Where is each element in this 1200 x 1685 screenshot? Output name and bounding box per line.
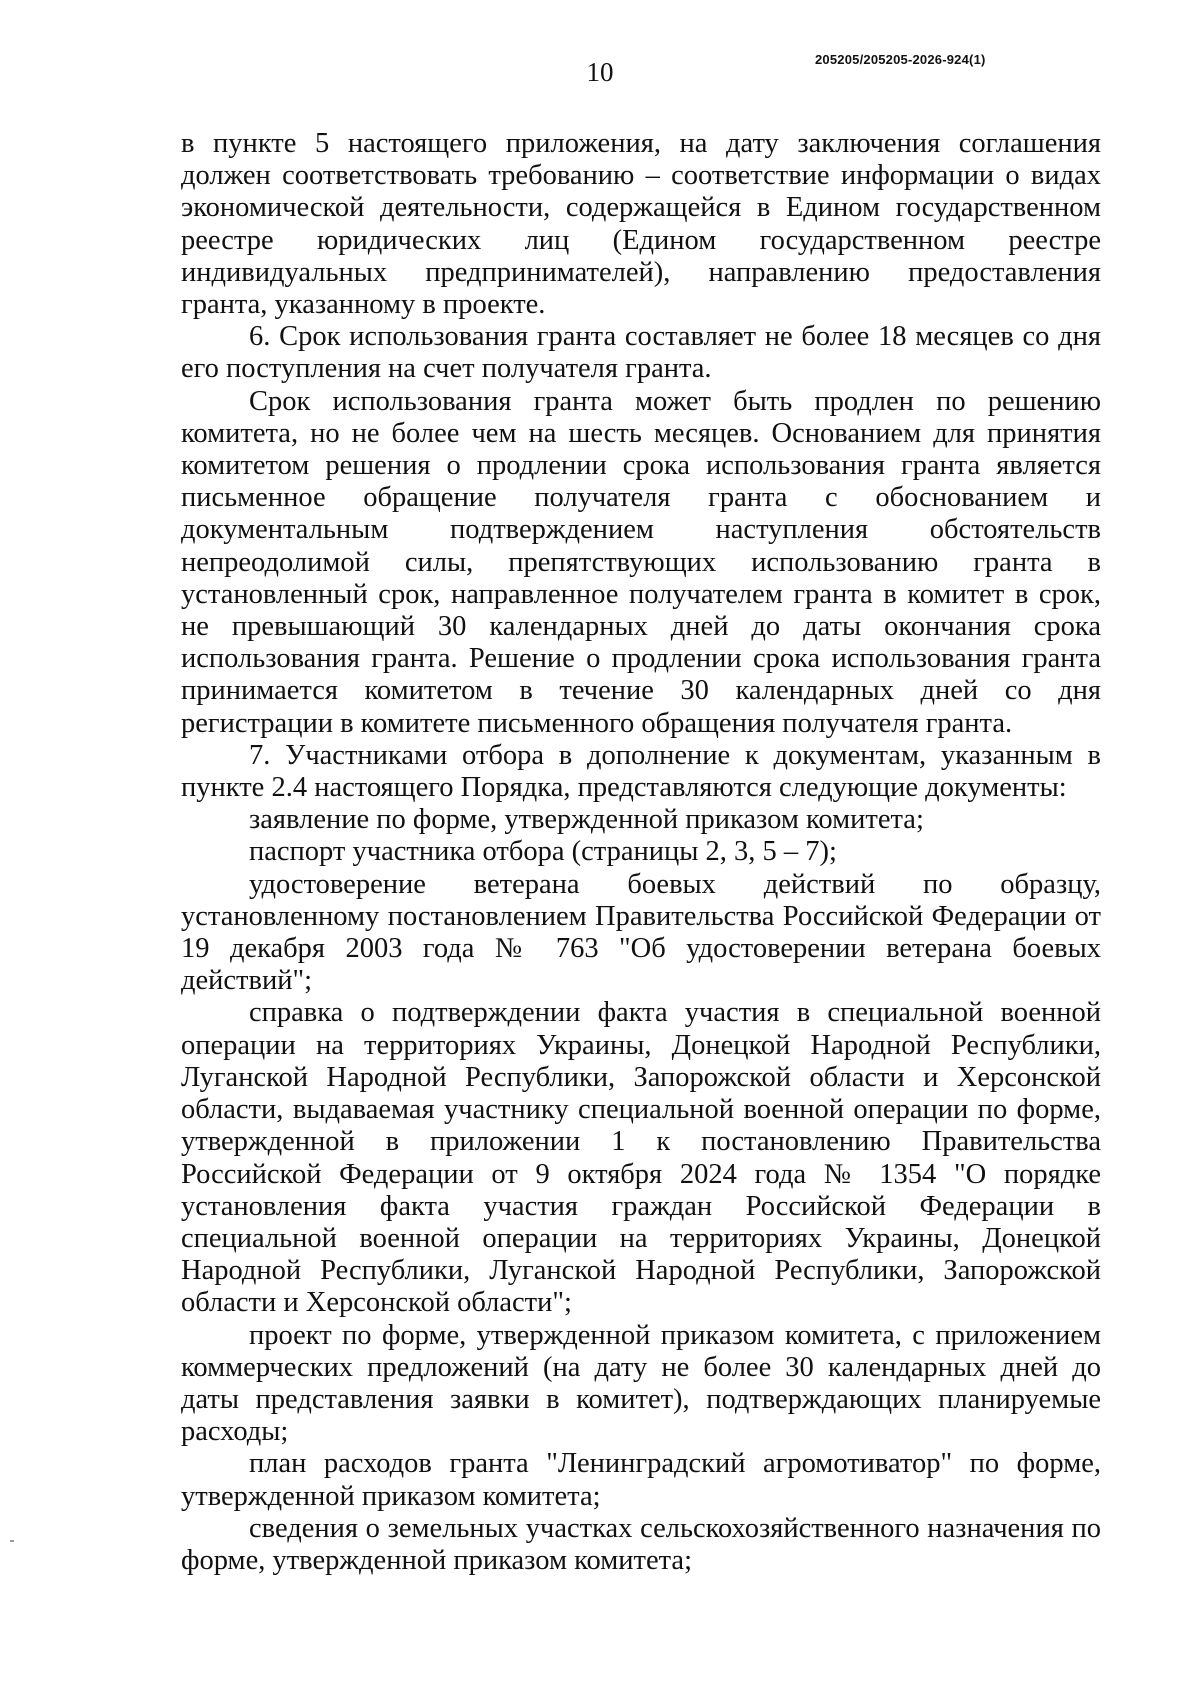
scan-artifact (10, 1540, 14, 1542)
paragraph-item-7: 7. Участниками отбора в дополнение к документам, указанным в пункте 2.4 настоящего Порядка, представляются следующие документы: (181, 739, 1101, 804)
document-body (181, 128, 1101, 1577)
list-item-svo-certificate: справка о подтверждении факта участия в специальной военной операции на территориях Украины, Донецкой Народной Республики, Луганской Народной Республики, Запорожской области и Херсонской области, выдаваемая участнику специальной военной операции по форме, утвержденной в приложении 1 к постановлению Правительства Российской Федерации от 9 октября 2024 года № 1354 "О порядке установления факта участия граждан Российской Федерации в специальной военной операции на территориях Украины, Донецкой Народной Республики, Луганской Народной Республики, Запорожской области и Херсонской области"; (181, 997, 1101, 1319)
page-number: 10 (586, 57, 614, 87)
list-item-expense-plan: план расходов гранта "Ленинградский агромотиватор" по форме, утвержденной приказом комитета; (181, 1448, 1101, 1512)
document-id: 205205/205205-2026-924(1) (815, 52, 986, 67)
paragraph-continuation: в пункте 5 настоящего приложения, на дату заключения соглашения должен соответствовать требованию – соответствие информации о видах экономической деятельности, содержащейся в Едином государственном реестре юридических лиц (Едином государственном реестре индивидуальных предпринимателей), направлению предоставления гранта, указанному в проекте. (181, 128, 1101, 321)
list-item-project: проект по форме, утвержденной приказом комитета, с приложением коммерческих предложений (на дату не более 30 календарных дней до даты представления заявки в комитет), подтверждающих планируемые расходы; (181, 1319, 1101, 1448)
list-item-veteran-certificate: удостоверение ветерана боевых действий по образцу, установленному постановлением Правительства Российской Федерации от 19 декабря 2003 года № 763 "Об удостоверении ветерана боевых действий"; (181, 868, 1101, 997)
list-item-land-plots: сведения о земельных участках сельскохозяйственного назначения по форме, утвержденной приказом комитета; (181, 1512, 1101, 1576)
list-item-application: заявление по форме, утвержденной приказом комитета; (249, 804, 924, 836)
list-item-passport: паспорт участника отбора (страницы 2, 3, 5 – 7); (249, 836, 837, 868)
paragraph-extension: Срок использования гранта может быть продлен по решению комитета, но не более чем на шесть месяцев. Основанием для принятия комитетом решения о продлении срока использования гранта является письменное обращение получателя гранта с обоснованием и документальным подтверждением наступления обстоятельств непреодолимой силы, препятствующих использованию гранта в установленный срок, направленное получателем гранта в комитет в срок, не превышающий 30 календарных дней до даты окончания срока использования гранта. Решение о продлении срока использования гранта принимается комитетом в течение 30 календарных дней со дня регистрации в комитете письменного обращения получателя гранта. (181, 385, 1101, 739)
paragraph-item-6: 6. Срок использования гранта составляет не более 18 месяцев со дня его поступления на счет получателя гранта. (181, 321, 1101, 385)
